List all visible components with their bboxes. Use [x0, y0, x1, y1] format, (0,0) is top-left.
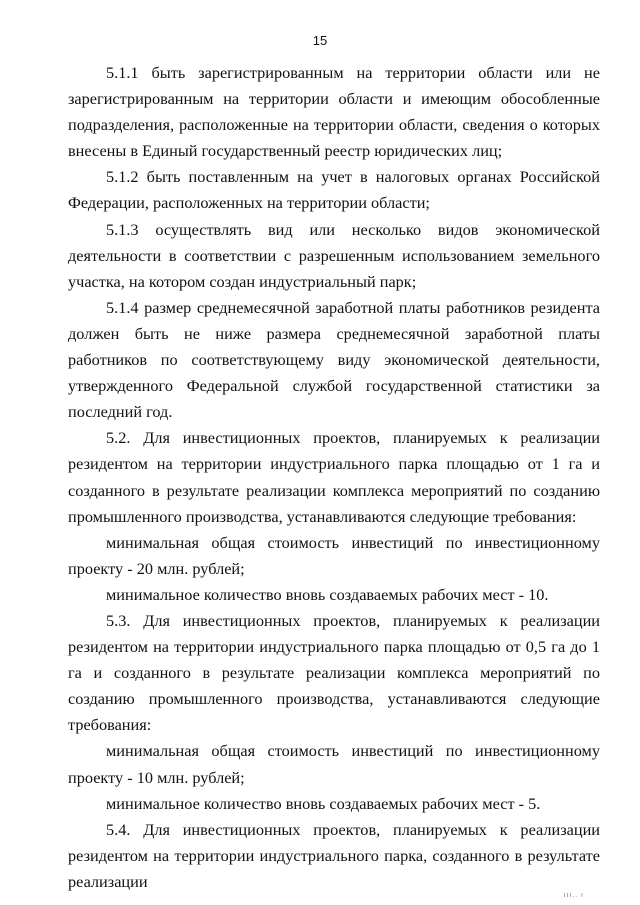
paragraph-5-1-4: 5.1.4 размер среднемесячной заработной платы работников резидента должен быть не ниже размера среднемесячной заработной платы работников по соответствующему виду экономической деятельности, утвержденного Федеральной службой государственной статистики за последний год. — [68, 297, 600, 422]
paragraph-5-2: 5.2. Для инвестиционных проектов, планируемых к реализации резидентом на территории индустриального парка площадью от 1 га и созданного в результате реализации комплекса мероприятий по созданию промышленного производства, устанавливаются следующие требования: — [68, 428, 600, 526]
paragraph-5-4: 5.4. Для инвестиционных проектов, планируемых к реализации резидентом на территории индустриального парка, созданного в результате реализации — [68, 819, 600, 891]
paragraph-5-3: 5.3. Для инвестиционных проектов, планируемых к реализации резидентом на территории индустриального парка площадью от 0,5 га до 1 га и созданного в результате реализации комплекса мероприятий по созданию промышленного производства, устанавливаются следующие требования: — [68, 610, 600, 735]
paragraph-5-2-investment: минимальная общая стоимость инвестиций по инвестиционному проекту - 20 млн. рублей; — [68, 532, 600, 578]
document-body — [68, 60, 600, 895]
paragraph-5-1-2: 5.1.2 быть поставленным на учет в налоговых органах Российской Федерации, расположенных на территории области; — [68, 167, 600, 213]
paragraph-5-3-jobs: минимальное количество вновь создаваемых рабочих мест - 5. — [106, 793, 541, 813]
paragraph-5-1-1: 5.1.1 быть зарегистрированным на территории области или не зарегистрированным на территории области и имеющим обособленные подразделения, расположенные на территории области, сведения о которых внесены в Единый государственный реестр юридических лиц; — [68, 63, 600, 161]
corner-mark: ııı.. ı — [563, 892, 584, 899]
page-number: 15 — [312, 33, 328, 48]
paragraph-5-3-investment: минимальная общая стоимость инвестиций по инвестиционному проекту - 10 млн. рублей; — [68, 741, 600, 787]
paragraph-5-2-jobs: минимальное количество вновь создаваемых рабочих мест - 10. — [106, 584, 549, 604]
paragraph-5-1-3: 5.1.3 осуществлять вид или несколько видов экономической деятельности в соответствии с разрешенным использованием земельного участка, на котором создан индустриальный парк; — [68, 219, 600, 291]
